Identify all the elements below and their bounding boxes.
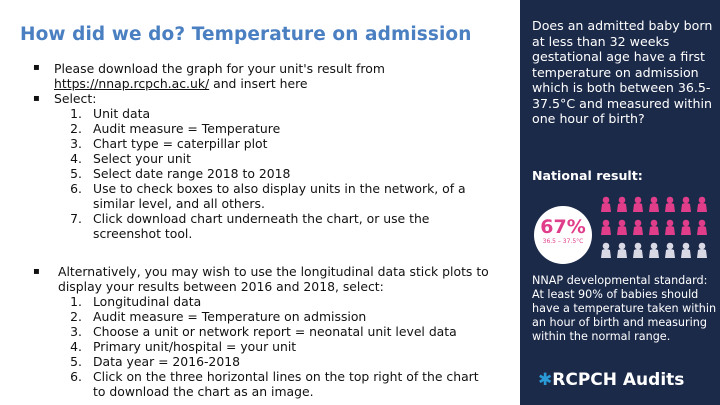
bullet-icon: ▪ <box>33 266 40 277</box>
step-text: Audit measure = Temperature <box>93 121 281 136</box>
logo-text: RCPCH Audits <box>552 370 685 390</box>
baby-icon <box>600 219 612 235</box>
step-number: 3. <box>70 324 82 339</box>
step-text: similar level, and all others. <box>93 196 265 211</box>
rcpch-logo <box>538 370 684 390</box>
step-text: Click download chart underneath the chart, or use the <box>93 211 430 226</box>
baby-icon <box>664 242 676 258</box>
audit-question: Does an admitted baby born at less than 32 weeks gestational age have a first temperature on admission which is both between 36.5-37.5°C and measured within one hour of birth? <box>532 18 713 126</box>
step-text: Use to check boxes to also display units in the network, of a <box>93 181 466 196</box>
step-text: Chart type = caterpillar plot <box>93 136 268 151</box>
national-result-value: 67% <box>540 216 586 238</box>
baby-icon <box>600 196 612 212</box>
step-number: 3. <box>70 136 82 151</box>
bullet-icon: ▪ <box>33 93 40 104</box>
intro-line-1: Please download the graph for your unit's result from <box>54 61 385 76</box>
star-icon: ✱ <box>538 370 553 390</box>
step-number: 5. <box>70 354 82 369</box>
national-result-range: 36.5 – 37.5°C <box>542 238 584 245</box>
step-text: screenshot tool. <box>93 226 193 241</box>
alt-line-1: Alternatively, you may wish to use the longitudinal data stick plots to <box>58 264 489 279</box>
intro-line-2 <box>54 76 308 91</box>
baby-icon <box>680 242 692 258</box>
step-text: Audit measure = Temperature on admission <box>93 309 367 324</box>
baby-icon <box>648 219 660 235</box>
nnap-link[interactable]: https://nnap.rcpch.ac.uk/ <box>54 76 210 91</box>
select-label: Select: <box>54 91 97 106</box>
step-text: Select your unit <box>93 151 191 166</box>
step-text: Primary unit/hospital = your unit <box>93 339 297 354</box>
intro-line-2-rest: and insert here <box>209 76 308 91</box>
step-number: 4. <box>70 339 82 354</box>
baby-pictogram <box>600 196 712 266</box>
step-text: Longitudinal data <box>93 294 202 309</box>
developmental-standard: NNAP developmental standard: At least 90% of babies should have a temperature taken within an hour of birth and measuring within the normal range. <box>532 274 717 343</box>
baby-icon <box>664 219 676 235</box>
step-number: 6. <box>70 369 82 384</box>
baby-icon <box>616 219 628 235</box>
step-text: Click on the three horizontal lines on the top right of the chart <box>93 369 479 384</box>
baby-icon <box>616 242 628 258</box>
baby-icon <box>600 242 612 258</box>
national-result-label: National result: <box>532 168 643 183</box>
baby-icon <box>664 196 676 212</box>
baby-icon <box>648 242 660 258</box>
step-text: to download the chart as an image. <box>93 384 314 399</box>
alt-line-2: display your results between 2016 and 2018, select: <box>58 279 384 294</box>
baby-icon <box>680 219 692 235</box>
step-text: Data year = 2016-2018 <box>93 354 240 369</box>
step-text: Choose a unit or network report = neonatal unit level data <box>93 324 457 339</box>
baby-icon <box>632 219 644 235</box>
national-result-badge <box>534 206 592 264</box>
bullet-icon: ▪ <box>33 62 40 73</box>
baby-icon <box>696 196 708 212</box>
summary-panel <box>520 0 720 405</box>
baby-icon <box>696 219 708 235</box>
step-number: 2. <box>70 309 82 324</box>
step-text: Select date range 2018 to 2018 <box>93 166 291 181</box>
page-title: How did we do? Temperature on admission <box>20 24 472 45</box>
step-number: 2. <box>70 121 82 136</box>
step-number: 1. <box>70 294 82 309</box>
baby-icon <box>680 196 692 212</box>
baby-icon <box>648 196 660 212</box>
step-number: 5. <box>70 166 82 181</box>
baby-icon <box>696 242 708 258</box>
baby-icon <box>632 242 644 258</box>
baby-icon <box>616 196 628 212</box>
step-number: 4. <box>70 151 82 166</box>
step-number: 1. <box>70 106 82 121</box>
baby-icon <box>632 196 644 212</box>
step-text: Unit data <box>93 106 151 121</box>
step-number: 6. <box>70 181 82 196</box>
step-number: 7. <box>70 211 82 226</box>
